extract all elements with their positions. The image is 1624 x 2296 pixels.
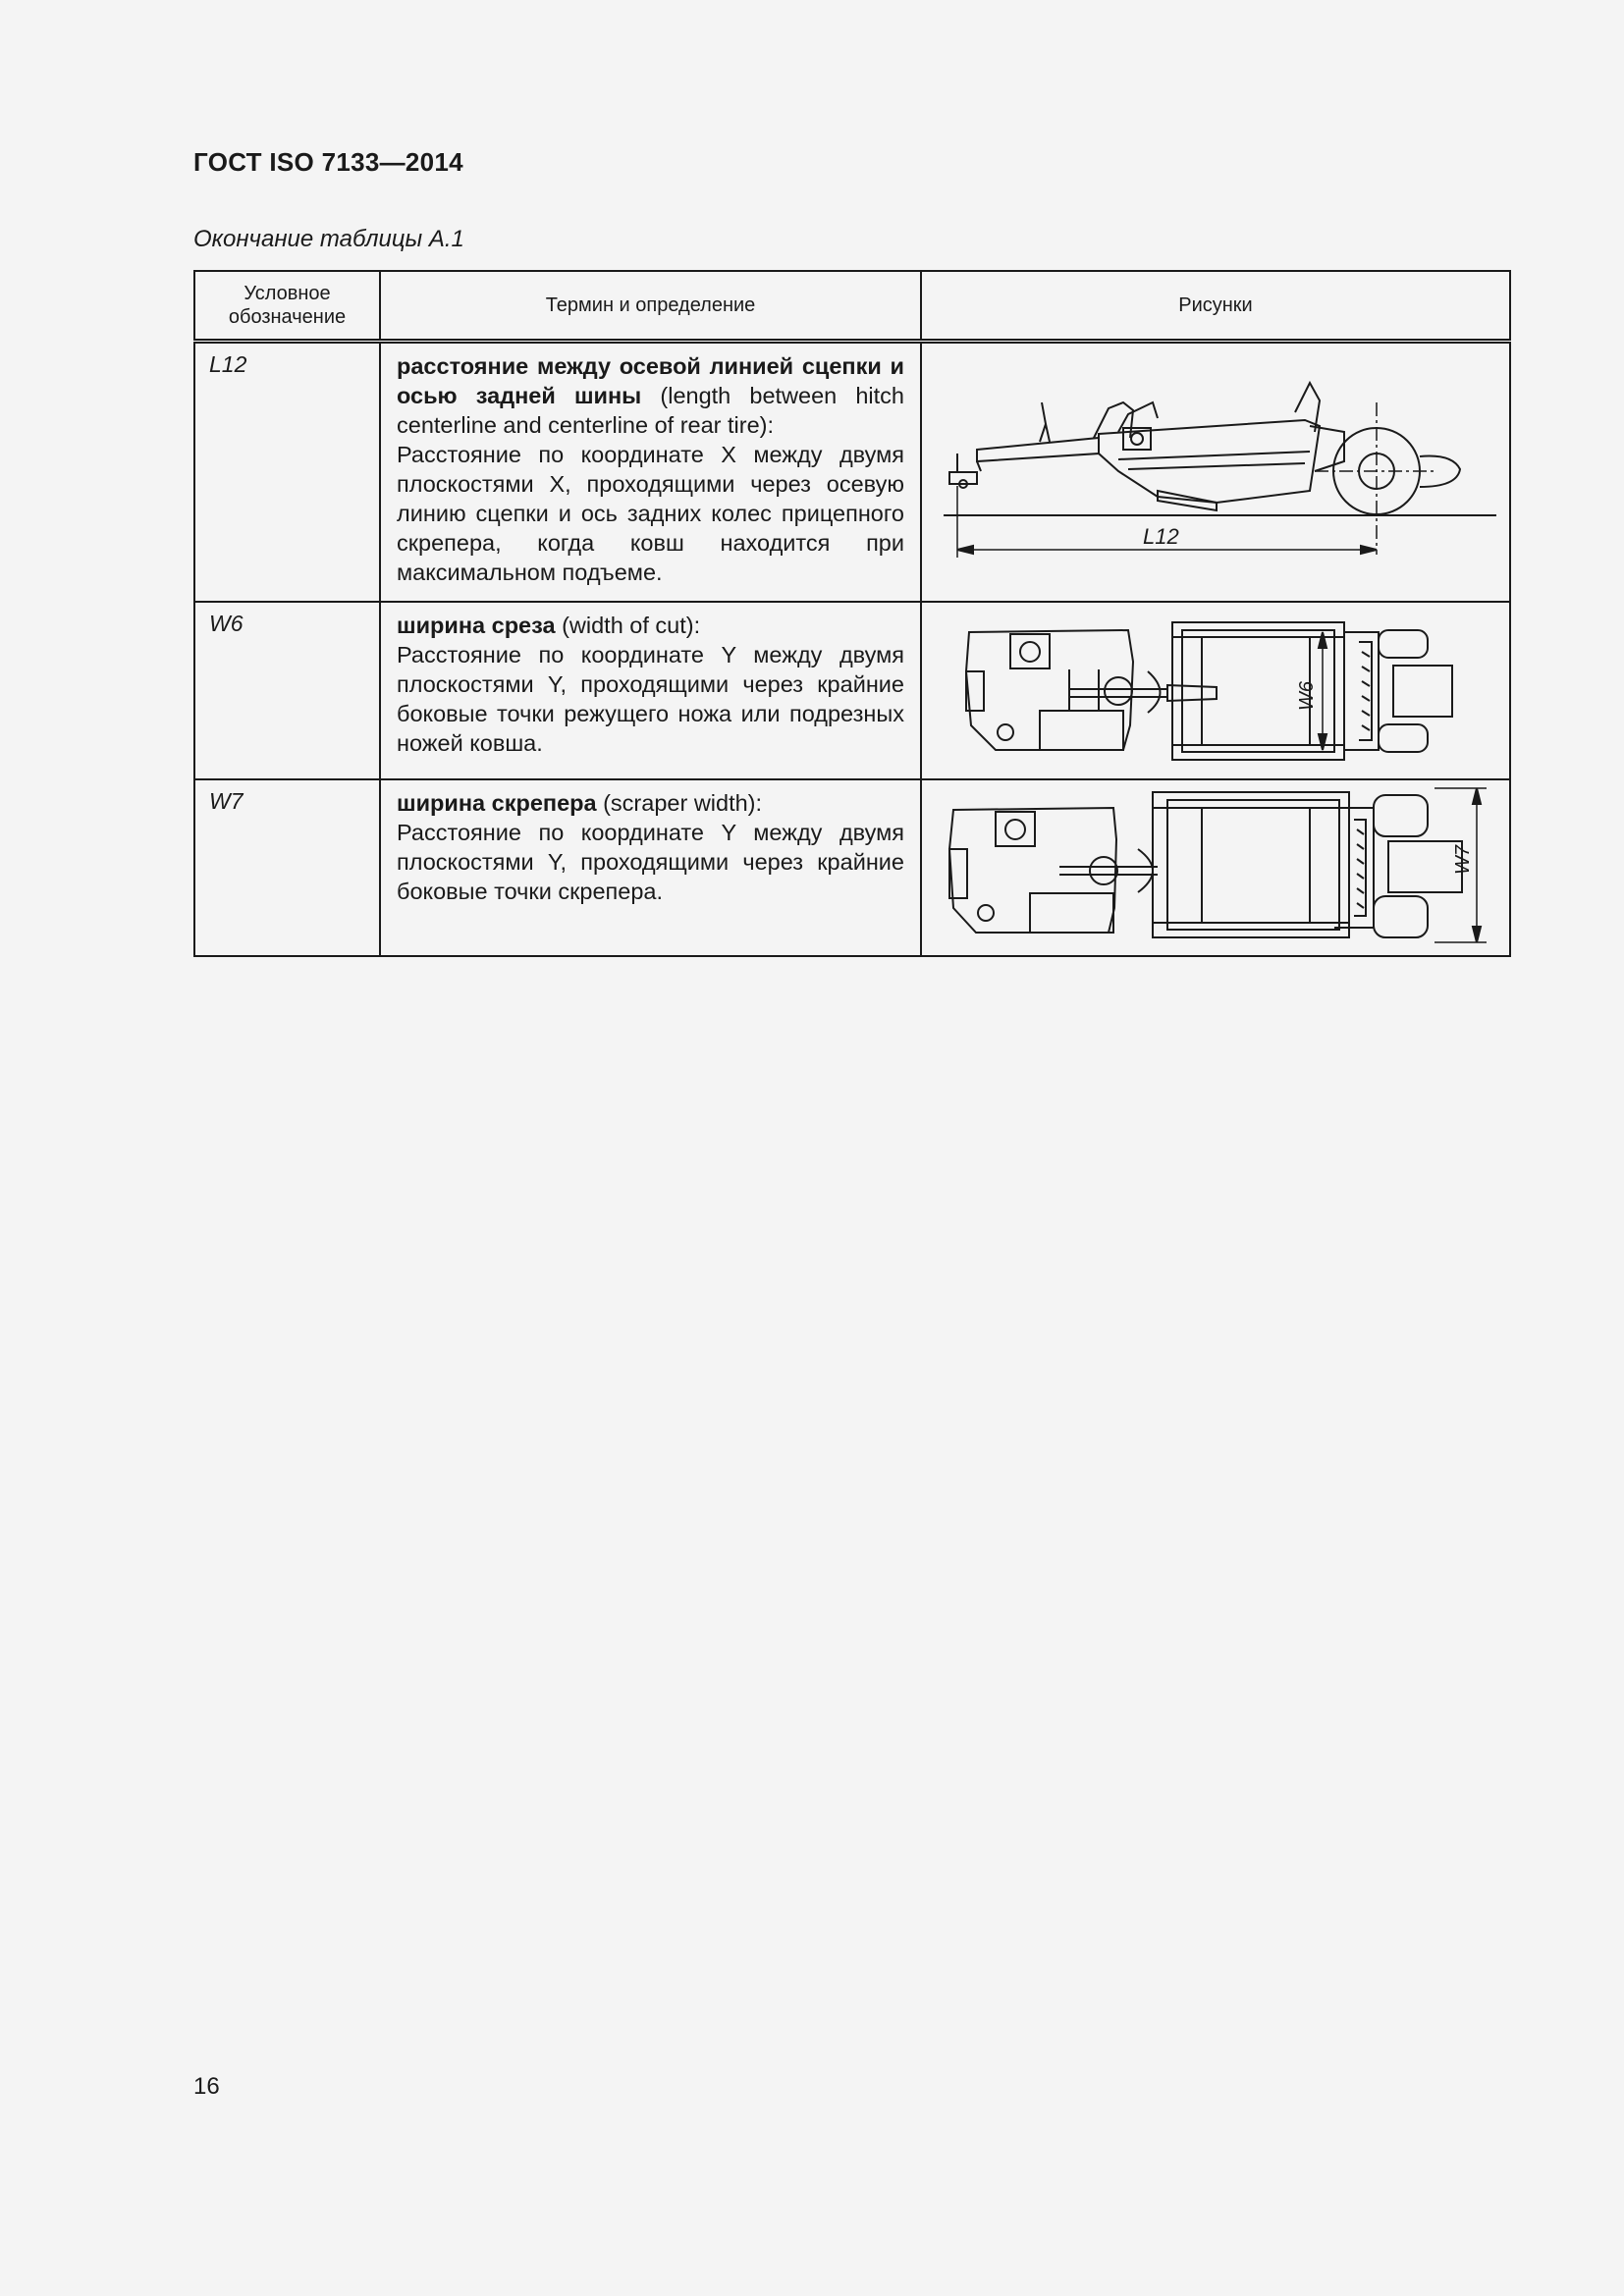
definition-text: Расстояние по координате Y между двумя плоскостями Y, проходящими через крайние боковые точки скрепера.	[397, 819, 904, 904]
dimension-label-w6: W6	[1296, 680, 1318, 711]
column-header-symbol: Условное обозначение	[194, 271, 380, 341]
definition-cell	[380, 779, 921, 956]
definition-cell	[380, 341, 921, 602]
symbol-cell: W7	[194, 779, 380, 956]
table-row	[194, 779, 1510, 956]
term-en: (width of cut):	[555, 612, 701, 638]
symbol-cell: W6	[194, 602, 380, 779]
column-header-term: Термин и определение	[380, 271, 921, 341]
definition-text: Расстояние по координате X между двумя плоскостями X, проходящими через осевую линию сцепки и ось задних колес прицепного скрепера, когда ковш находится при максимальном подъеме.	[397, 441, 904, 585]
figure-cell	[921, 341, 1510, 602]
term-ru: расстояние между осевой линией сцепки и осью задней шины	[397, 352, 904, 408]
definition-text: Расстояние по координате Y между двумя плоскостями Y, проходящими через крайние боковые точки режущего ножа или подрезных ножей ковша.	[397, 641, 904, 756]
scraper-top-view-figure-w7	[922, 780, 1509, 950]
table-header-row	[194, 271, 1510, 341]
figure-cell	[921, 602, 1510, 779]
table-row	[194, 602, 1510, 779]
definitions-table	[193, 270, 1511, 957]
page-number: 16	[193, 2073, 220, 2100]
column-header-figures: Рисунки	[921, 271, 1510, 341]
figure-cell	[921, 779, 1510, 956]
dimension-label-l12: L12	[1143, 523, 1179, 549]
document-header: ГОСТ ISO 7133—2014	[193, 147, 463, 177]
table-row	[194, 341, 1510, 602]
term-en: (length between hitch centerline and centerline of rear tire):	[397, 382, 904, 438]
term-ru: ширина скрепера	[397, 789, 597, 816]
dimension-label-w7: W7	[1452, 844, 1474, 875]
symbol-cell: L12	[194, 341, 380, 602]
definition-cell	[380, 602, 921, 779]
scraper-top-view-figure-w6	[922, 603, 1509, 774]
table-caption: Окончание таблицы А.1	[193, 226, 464, 252]
term-ru: ширина среза	[397, 612, 556, 638]
term-en: (scraper width):	[596, 789, 763, 816]
scraper-side-view-figure	[922, 344, 1509, 596]
